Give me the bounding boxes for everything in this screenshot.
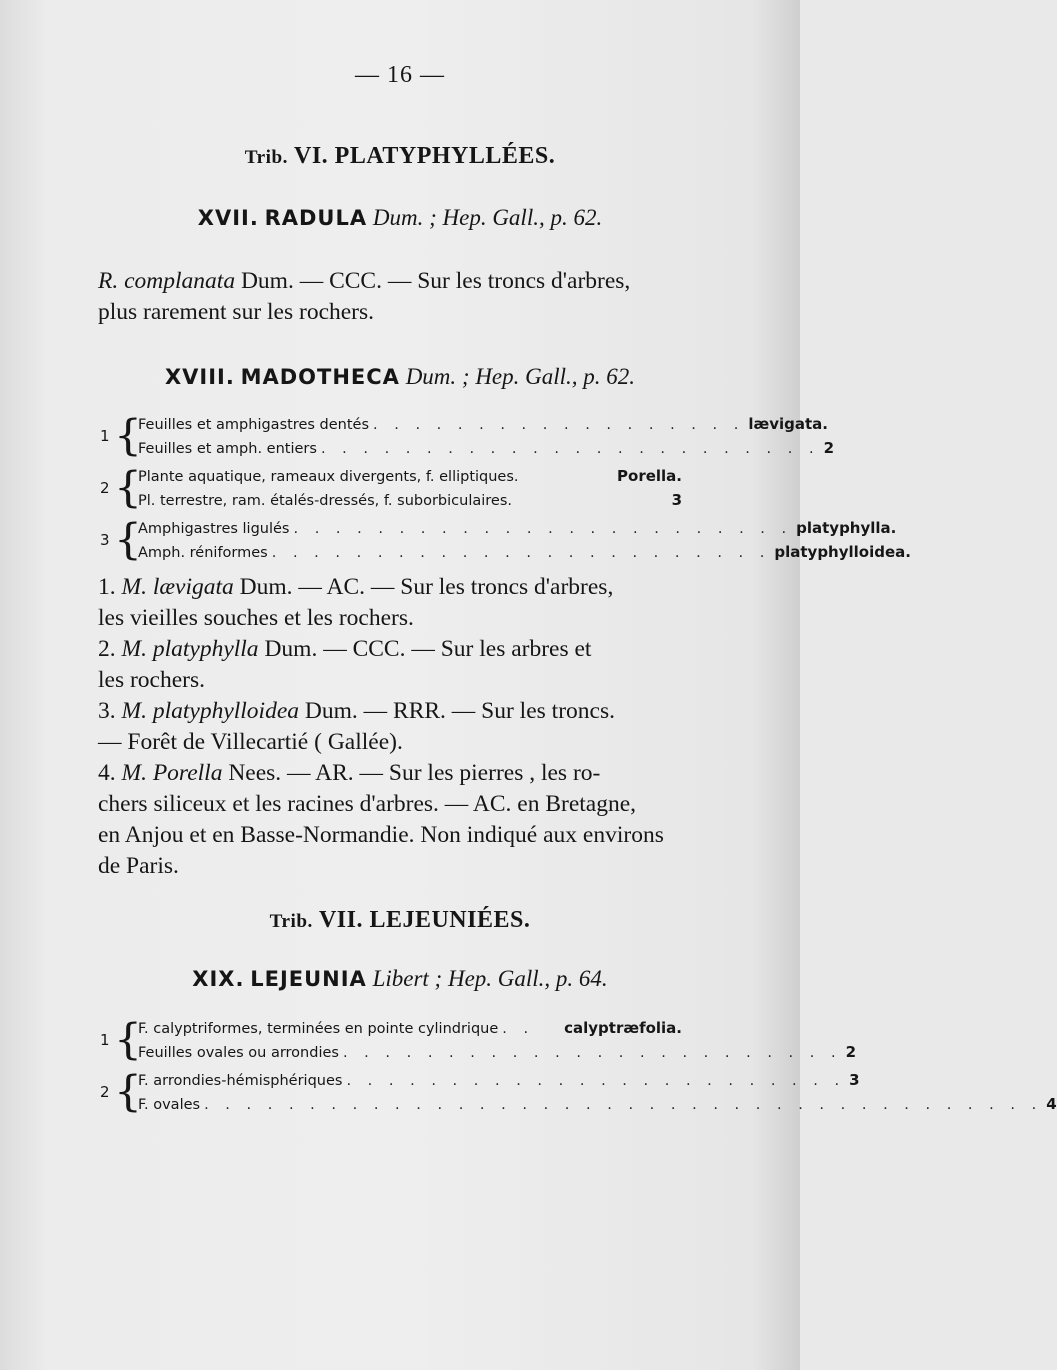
key-result: Porella. <box>617 467 682 485</box>
key-text: F. ovales <box>138 1097 201 1113</box>
leader-dots: . . . . . . . . . . . . . . . . . . . . . . . . <box>271 545 771 561</box>
entry-text: chers siliceux et les racines d'arbres. — AC. en Bretagne, <box>98 791 637 817</box>
tribe-heading-lejeuniees <box>0 907 800 934</box>
tribe-title: VII. LEJEUNIÉES. <box>318 907 531 933</box>
entry-line <box>98 820 683 851</box>
key-line <box>138 412 828 436</box>
leader-dots: . . <box>502 1021 535 1037</box>
key-result: 4 <box>1046 1095 1057 1113</box>
key-text: Amph. réniformes <box>138 545 268 561</box>
entry-line <box>98 727 683 758</box>
brace-glyph: { <box>114 515 142 564</box>
entry-text: Nees. — AR. — Sur les pierres , les ro- <box>222 760 601 786</box>
key-result: platyphylla. <box>796 519 897 537</box>
genus-name: RADULA <box>264 206 368 230</box>
genus-heading-madotheca <box>0 364 800 390</box>
entry-text: les rochers. <box>98 667 206 693</box>
entry-text: en Anjou et en Basse-Normandie. Non indiqué aux environs <box>98 822 664 848</box>
key-text: Feuilles et amphigastres dentés <box>138 417 370 433</box>
leader-dots: . . . . . . . . . . . . . . . . . . <box>373 417 745 433</box>
entry-line <box>98 266 683 297</box>
entry-line: plus rarement sur les rochers. <box>98 299 375 325</box>
identification-key-lejeunia <box>100 1015 1057 1120</box>
entry-text: Dum. — RRR. — Sur les troncs. <box>299 698 615 724</box>
key-line <box>138 540 911 564</box>
entry-text: 3. <box>98 698 122 724</box>
genus-name: MADOTHECA <box>240 365 400 389</box>
genus-reference: Libert ; Hep. Gall., p. 64. <box>372 966 608 991</box>
entry-line <box>98 789 683 820</box>
genus-reference: Dum. ; Hep. Gall., p. 62. <box>372 205 603 230</box>
key-text: Amphigastres ligulés <box>138 521 290 537</box>
key-line <box>138 488 682 512</box>
key-text: Plante aquatique, rameaux divergents, f. elliptiques. <box>138 469 519 485</box>
brace-glyph: { <box>114 463 142 512</box>
brace-glyph: { <box>114 1067 142 1116</box>
key-result: lævigata. <box>748 415 828 433</box>
entry-text: les vieilles souches et les rochers. <box>98 605 414 631</box>
genus-number: XIX. <box>192 967 245 991</box>
key-line <box>138 1040 857 1064</box>
genus-heading-lejeunia <box>0 966 800 992</box>
entry-text: Dum. — CCC. — Sur les troncs d'arbres, <box>235 268 631 294</box>
genus-reference: Dum. ; Hep. Gall., p. 62. <box>405 364 636 389</box>
entry-text: Dum. — AC. — Sur les troncs d'arbres, <box>233 574 614 600</box>
entry-line <box>98 603 683 634</box>
couplet-number: 1 <box>100 1031 110 1049</box>
species-name: R. complanata <box>98 268 236 294</box>
key-line <box>138 1092 1057 1116</box>
key-text: Feuilles ovales ou arrondies <box>138 1045 339 1061</box>
species-name: M. lævigata <box>121 574 234 600</box>
entry-text: 2. <box>98 636 122 662</box>
entry-line <box>98 851 683 882</box>
entry-text: 4. <box>98 760 122 786</box>
entry-text: 1. <box>98 574 122 600</box>
leader-dots: . . . . . . . . . . . . . . . . . . . . . . . . <box>293 521 793 537</box>
species-name: M. Porella <box>121 760 223 786</box>
couplet-number: 1 <box>100 427 110 445</box>
key-couplet <box>100 411 835 460</box>
species-name: M. platyphylla <box>121 636 259 662</box>
couplet-number: 2 <box>100 479 110 497</box>
key-result: 3 <box>671 491 682 509</box>
key-result: 3 <box>849 1071 860 1089</box>
brace-glyph: { <box>114 1015 142 1064</box>
entry-line <box>98 572 683 603</box>
leader-dots: . . . . . . . . . . . . . . . . . . . . . . . . . . . . . . . . . . . . . . . . <box>204 1097 1043 1113</box>
key-line <box>138 1068 860 1092</box>
couplet-number: 3 <box>100 531 110 549</box>
species-name: M. platyphylloidea <box>121 698 300 724</box>
trib-label: Trib. <box>244 147 288 168</box>
leader-dots: . . . . . . . . . . . . . . . . . . . . . . . . <box>320 441 820 457</box>
brace-glyph: { <box>114 411 142 460</box>
key-text: Pl. terrestre, ram. étalés-dressés, f. suborbiculaires. <box>138 493 512 509</box>
entry-text: — Forêt de Villecartié ( Gallée). <box>98 729 403 755</box>
madotheca-species-entries <box>98 572 683 882</box>
genus-name: LEJEUNIA <box>250 967 367 991</box>
key-couplet <box>100 515 911 564</box>
key-couplet <box>100 1015 857 1064</box>
entry-line <box>98 696 683 727</box>
key-line <box>138 436 835 460</box>
key-text: Feuilles et amph. entiers <box>138 441 317 457</box>
trib-label: Trib. <box>269 911 313 932</box>
key-couplet <box>100 1067 1057 1116</box>
key-result: 2 <box>845 1043 857 1061</box>
entry-line <box>98 665 683 696</box>
key-text: F. arrondies-hémisphériques <box>138 1073 343 1089</box>
key-result: 2 <box>823 439 835 457</box>
key-result: calyptræfolia. <box>564 1019 682 1037</box>
page-number: — 16 — <box>355 62 445 88</box>
entry-line <box>98 758 683 789</box>
key-line <box>138 464 682 488</box>
genus-heading-radula <box>0 205 800 231</box>
tribe-heading-platyphyllees <box>0 143 800 170</box>
leader-dots: . . . . . . . . . . . . . . . . . . . . . . . . <box>342 1045 842 1061</box>
key-line <box>138 516 897 540</box>
identification-key-madotheca <box>100 411 911 568</box>
radula-species-entry <box>98 266 683 328</box>
leader-dots: . . . . . . . . . . . . . . . . . . . . . . . . <box>346 1073 846 1089</box>
key-couplet <box>100 464 682 512</box>
couplet-number: 2 <box>100 1083 110 1101</box>
entry-text: Dum. — CCC. — Sur les arbres et <box>258 636 592 662</box>
tribe-title: VI. PLATYPHYLLÉES. <box>294 143 556 169</box>
genus-number: XVIII. <box>164 365 235 389</box>
key-text: F. calyptriformes, terminées en pointe cylindrique <box>138 1021 499 1037</box>
key-result: platyphylloidea. <box>774 543 911 561</box>
entry-text: de Paris. <box>98 853 179 879</box>
key-line <box>138 1016 682 1040</box>
genus-number: XVII. <box>197 206 259 230</box>
entry-line <box>98 634 683 665</box>
